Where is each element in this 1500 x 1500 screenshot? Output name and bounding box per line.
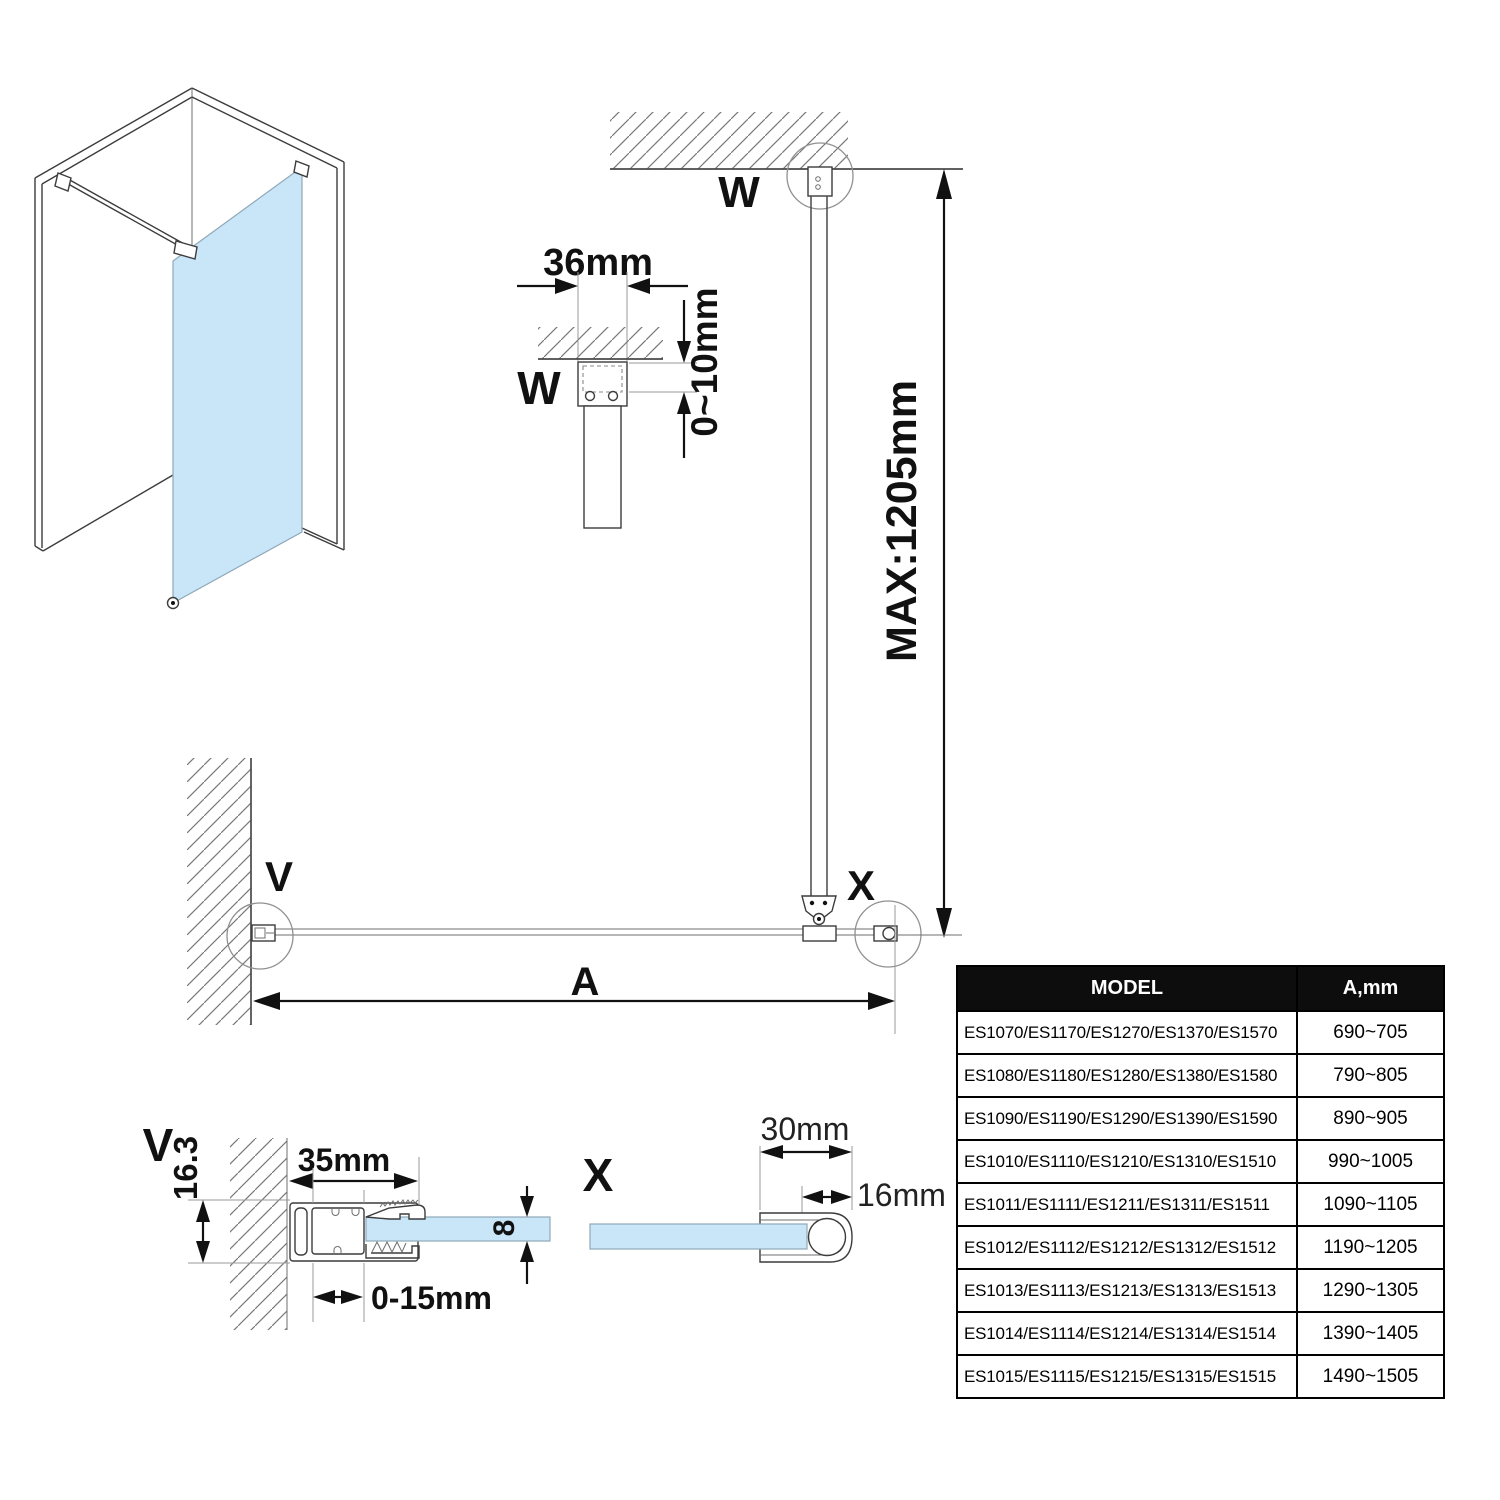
- plan-wall-hatch: [187, 758, 251, 1025]
- model-cell: ES1013/ES1113/ES1213/ES1313/ES1513: [957, 1269, 1297, 1312]
- detail-v: [143, 1119, 550, 1330]
- wall-flange: [55, 173, 71, 191]
- isometric-view: [35, 88, 344, 609]
- floor-foot-bracket: [168, 598, 179, 609]
- dim-width-a: [253, 960, 895, 1010]
- dim-end-profile-tube-value: 16mm: [857, 1177, 946, 1213]
- table-header-a: A,mm: [1297, 966, 1444, 1011]
- x-callout-label: X: [846, 862, 876, 909]
- a-cell: 1190~1205: [1297, 1226, 1444, 1269]
- detail-w-ceiling-hatch: [538, 327, 663, 359]
- w-callout-label: W: [718, 168, 760, 217]
- left-wall: [35, 88, 192, 551]
- dim-end-profile-width-value: 30mm: [760, 1111, 850, 1147]
- v-detail-label: V: [142, 1119, 174, 1171]
- dim-end-profile-tube: [802, 1177, 946, 1215]
- ceiling-bracket: [808, 167, 832, 196]
- plan-wall-bracket: [252, 925, 275, 941]
- a-cell: 890~905: [1297, 1097, 1444, 1140]
- table-row: [957, 1097, 1444, 1140]
- a-cell: 990~1005: [1297, 1140, 1444, 1183]
- plan-glass-end-profile: [874, 926, 897, 941]
- model-cell: ES1080/ES1180/ES1280/ES1380/ES1580: [957, 1054, 1297, 1097]
- a-cell: 1490~1505: [1297, 1355, 1444, 1398]
- dim-profile-width-value: 35mm: [297, 1142, 391, 1178]
- dim-glass-thickness-value: 8: [488, 1219, 521, 1237]
- v-callout-label: V: [264, 853, 294, 900]
- a-cell: 1290~1305: [1297, 1269, 1444, 1312]
- dim-wall-adjustment-value: 0-15mm: [371, 1280, 492, 1316]
- dim-36mm: 36mm: [543, 242, 653, 284]
- max-length-dimension: [878, 169, 952, 938]
- a-cell: 1090~1105: [1297, 1183, 1444, 1226]
- x-detail-label: X: [582, 1149, 614, 1201]
- table-header-row: [957, 966, 1444, 1011]
- plan-glass-edge: [253, 929, 876, 935]
- support-bar-isometric: [55, 173, 197, 259]
- dim-profile-depth-value: 16.3: [167, 1135, 204, 1201]
- detail-x: [583, 1111, 946, 1262]
- detail-w-bar: [584, 406, 621, 528]
- dim-ceiling-gap-value: 0~10mm: [684, 287, 725, 437]
- model-cell: ES1014/ES1114/ES1214/ES1314/ES1514: [957, 1312, 1297, 1355]
- max-length-value: MAX:1205mm: [878, 380, 926, 662]
- elevation-view: [610, 112, 963, 938]
- model-cell: ES1011/ES1111/ES1211/ES1311/ES1511: [957, 1183, 1297, 1226]
- table-row: [957, 1183, 1444, 1226]
- detail-v-wall-hatch: [230, 1138, 287, 1330]
- model-cell: ES1010/ES1110/ES1210/ES1310/ES1510: [957, 1140, 1297, 1183]
- dim-wall-adjustment: [313, 1263, 492, 1322]
- table-row: [957, 1226, 1444, 1269]
- model-size-table: [956, 965, 1445, 1399]
- end-profile-tube-circle: [809, 1219, 846, 1256]
- a-cell: 790~805: [1297, 1054, 1444, 1097]
- model-cell: ES1015/ES1115/ES1215/ES1315/ES1515: [957, 1355, 1297, 1398]
- plan-bar-bracket: [802, 896, 836, 941]
- ceiling-hatch: [610, 112, 848, 169]
- w-detail-label: W: [517, 362, 561, 414]
- plan-view: [187, 758, 962, 1034]
- model-size-table-wrap: [956, 965, 1445, 1399]
- model-cell: ES1070/ES1170/ES1270/ES1370/ES1570: [957, 1011, 1297, 1054]
- table-row: [957, 1312, 1444, 1355]
- support-bar-elevation: [811, 196, 827, 896]
- table-row: [957, 1140, 1444, 1183]
- model-cell: ES1090/ES1190/ES1290/ES1390/ES1590: [957, 1097, 1297, 1140]
- a-cell: 690~705: [1297, 1011, 1444, 1054]
- detail-w-bracket: [578, 362, 627, 406]
- detail-v-glass: [366, 1217, 550, 1241]
- dim-profile-width: [289, 1142, 419, 1204]
- detail-w: [517, 242, 725, 528]
- glass-clamp: [174, 241, 197, 259]
- table-header-model: MODEL: [957, 966, 1297, 1011]
- detail-x-glass: [590, 1224, 807, 1249]
- dim-width-a-letter: A: [570, 960, 600, 1004]
- table-row: [957, 1355, 1444, 1398]
- a-cell: 1390~1405: [1297, 1312, 1444, 1355]
- table-row: [957, 1269, 1444, 1312]
- dim-ceiling-gap: [629, 287, 725, 458]
- model-cell: ES1012/ES1112/ES1212/ES1312/ES1512: [957, 1226, 1297, 1269]
- table-row: [957, 1011, 1444, 1054]
- table-row: [957, 1054, 1444, 1097]
